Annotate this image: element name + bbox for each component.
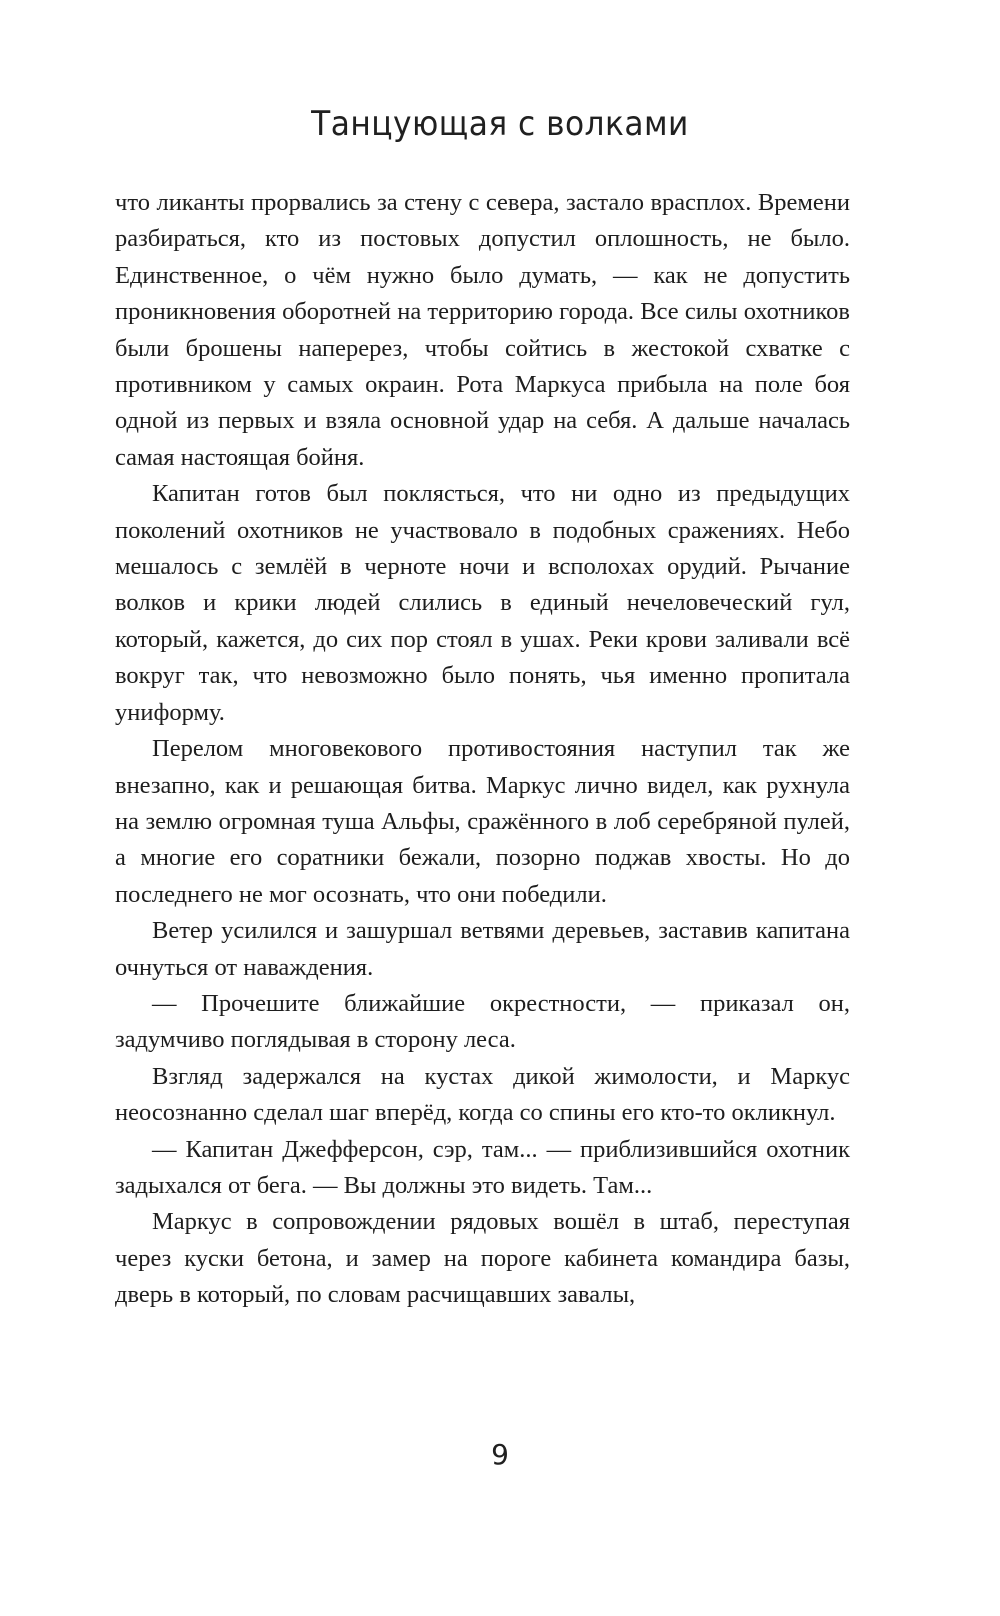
paragraph: Капитан готов был поклясться, что ни одно из предыдущих поколений охотников не участвовало в подобных сражениях. Небо мешалось с землёй в черноте ночи и всполохах орудий. Рычание волков и крики людей слились в единый нечеловеческий гул, который, кажется, до сих пор стоял в ушах. Реки крови заливали всё вокруг так, что невозможно было понять, чья именно пропитала униформу. [115,480,850,726]
paragraph: Маркус в сопровождении рядовых вошёл в штаб, переступая через куски бетона, и замер на пороге кабинета командира базы, дверь в который, по словам расчищавших завалы, [115,1208,850,1309]
paragraph: — Прочешите ближайшие окрестности, — приказал он, задумчиво поглядывая в сторону леса. [115,989,850,1054]
body-text [115,185,850,1314]
paragraph: Ветер усилился и зашуршал ветвями деревьев, заставив капитана очнуться от наваждения. [115,917,850,981]
page-number: 9 [491,1438,509,1471]
paragraph: — Капитан Джефферсон, сэр, там... — приблизившийся охотник задыхался от бега. — Вы должны это видеть. Там... [115,1135,850,1199]
paragraph: что ликанты прорвались за стену с севера, застало врасплох. Времени разбираться, кто из постовых допустил оплошность, не было. Единственное, о чём нужно было думать, — как не допустить проникновения оборотней на территорию города. Все силы охотников были брошены наперерез, чтобы сойтись в жестокой схватке с противником у самых окраин. Рота Маркуса прибыла на поле боя одной из первых и взяла основной удар на себя. А дальше началась самая настоящая бойня. [115,189,850,471]
running-head: Танцующая с волками [311,104,689,144]
paragraph: Взгляд задержался на кустах дикой жимолости, и Маркус неосознанно сделал шаг вперёд, когда со спины его кто-то окликнул. [115,1062,850,1127]
paragraph: Перелом многовекового противостояния наступил так же внезапно, как и решающая битва. Маркус лично видел, как рухнула на землю огромная туша Альфы, сражённого в лоб серебряной пулей, а многие его соратники бежали, позорно поджав хвосты. Но до последнего не мог осознать, что они победили. [115,735,850,908]
